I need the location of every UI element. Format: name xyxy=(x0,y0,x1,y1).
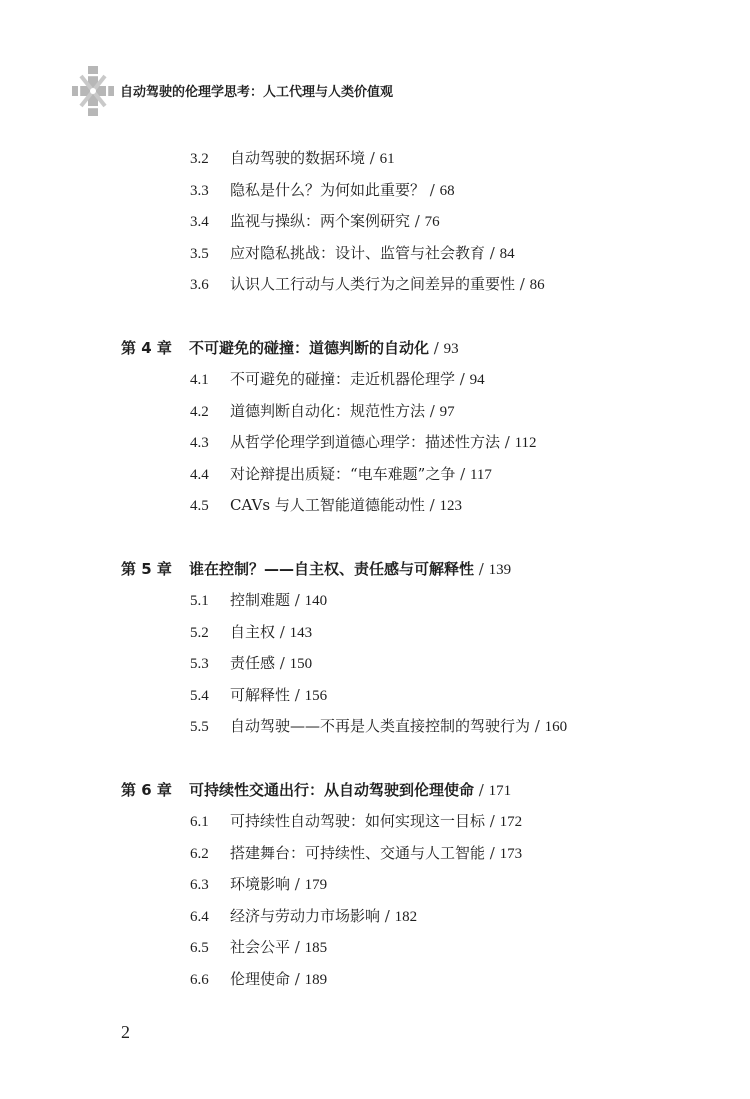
chapter-number: 第 6 章 xyxy=(121,780,172,799)
toc-section-entry xyxy=(190,175,455,206)
page-separator: / xyxy=(275,622,290,641)
page-separator: / xyxy=(455,370,470,388)
page-reference: 68 xyxy=(439,182,455,199)
page-reference: 185 xyxy=(304,940,328,956)
chapter-title: 不可避免的碰撞：道德判断的自动化 xyxy=(189,338,430,357)
section-number: 5.1 xyxy=(190,593,209,609)
toc-section-entry xyxy=(190,427,537,458)
section-number: 3.4 xyxy=(190,214,209,230)
section-title: CAVs 与人工智能道德能动性 xyxy=(230,496,425,514)
section-number: 6.5 xyxy=(190,940,209,956)
toc-section-entry xyxy=(190,364,485,395)
section-title: 可持续性自动驾驶：如何实现这一目标 xyxy=(230,812,486,830)
section-number: 6.3 xyxy=(190,877,209,893)
page-separator: / xyxy=(485,812,500,830)
toc-section-entry xyxy=(190,869,327,900)
page-separator: / xyxy=(290,875,305,893)
page-reference: 143 xyxy=(289,624,313,641)
page-separator: / xyxy=(380,906,395,925)
section-title: 环境影响 xyxy=(230,875,291,893)
page-reference: 93 xyxy=(443,340,459,357)
section-number: 3.6 xyxy=(190,277,209,293)
page-reference: 150 xyxy=(289,656,313,672)
toc-section-entry xyxy=(190,680,327,711)
section-title: 隐私是什么？为何如此重要？ xyxy=(230,180,426,199)
section-title: 监视与操纵：两个案例研究 xyxy=(230,212,411,230)
toc-section-entry xyxy=(190,932,327,963)
page-reference: 86 xyxy=(529,277,545,293)
section-title: 自动驾驶的数据环境 xyxy=(230,149,366,167)
page-reference: 94 xyxy=(469,372,485,388)
running-title: 自动驾驶的伦理学思考：人工代理与人类价值观 xyxy=(120,85,394,100)
toc-section-entry xyxy=(190,238,515,269)
page-reference: 173 xyxy=(499,845,523,862)
page-reference: 123 xyxy=(439,498,462,514)
toc-section-entry xyxy=(190,269,545,300)
page-separator: / xyxy=(424,496,440,514)
page-reference: 139 xyxy=(488,561,512,578)
toc-section-entry xyxy=(190,617,312,648)
section-number: 4.3 xyxy=(190,435,209,451)
page-separator: / xyxy=(290,969,305,988)
section-number: 4.5 xyxy=(190,498,209,514)
section-title: 控制难题 xyxy=(230,591,291,609)
page-reference: 172 xyxy=(499,814,523,830)
section-title: 社会公平 xyxy=(230,938,291,956)
page-reference: 160 xyxy=(544,719,568,735)
page-separator: / xyxy=(290,685,305,704)
running-header xyxy=(72,66,672,116)
section-title: 道德判断自动化：规范性方法 xyxy=(230,401,426,420)
section-number: 5.5 xyxy=(190,719,209,735)
toc-section-entry xyxy=(190,806,522,837)
page-reference: 76 xyxy=(424,214,440,230)
page-reference: 179 xyxy=(304,877,328,893)
toc-section-entry xyxy=(190,459,492,490)
page-reference: 117 xyxy=(469,466,492,483)
section-title: 应对隐私挑战：设计、监管与社会教育 xyxy=(230,243,486,262)
section-number: 4.4 xyxy=(190,466,209,483)
toc-section-entry xyxy=(190,711,567,742)
section-title: 经济与劳动力市场影响 xyxy=(230,906,381,925)
section-number: 4.1 xyxy=(190,372,209,388)
page-reference: 189 xyxy=(304,971,328,988)
page-separator: / xyxy=(425,180,440,199)
section-title: 自动驾驶——不再是人类直接控制的驾驶行为 xyxy=(230,717,531,735)
book-logo-icon xyxy=(72,66,114,116)
section-number: 3.3 xyxy=(190,182,209,199)
section-title: 从哲学伦理学到道德心理学：描述性方法 xyxy=(230,433,501,451)
section-number: 3.5 xyxy=(190,245,209,262)
section-number: 6.4 xyxy=(190,908,209,925)
section-number: 4.2 xyxy=(190,403,209,420)
toc-section-entry xyxy=(190,648,312,679)
section-title: 伦理使命 xyxy=(230,969,291,988)
page-reference: 61 xyxy=(379,151,395,167)
page-separator: / xyxy=(365,149,380,167)
page-separator: / xyxy=(500,433,515,451)
section-number: 6.1 xyxy=(190,814,209,830)
page-separator: / xyxy=(290,938,305,956)
toc-section-entry xyxy=(190,396,455,427)
toc-section-entry xyxy=(190,838,522,869)
chapter-title: 可持续性交通出行：从自动驾驶到伦理使命 xyxy=(189,780,475,799)
page-separator: / xyxy=(275,654,290,672)
page-reference: 112 xyxy=(514,435,537,451)
page-reference: 140 xyxy=(304,593,328,609)
toc-section-entry xyxy=(190,490,462,521)
section-title: 责任感 xyxy=(230,654,276,672)
chapter-number: 第 5 章 xyxy=(121,559,172,578)
section-number: 5.4 xyxy=(190,687,209,704)
page-reference: 97 xyxy=(439,403,455,420)
section-number: 3.2 xyxy=(190,151,209,167)
section-title: 可解释性 xyxy=(230,685,291,704)
page-separator: / xyxy=(290,591,305,609)
toc-chapter-entry xyxy=(121,775,511,806)
section-number: 6.6 xyxy=(190,971,209,988)
page-reference: 84 xyxy=(499,245,515,262)
page-separator: / xyxy=(485,843,500,862)
page-separator: / xyxy=(425,401,440,420)
page-separator: / xyxy=(474,559,489,578)
chapter-title: 谁在控制？——自主权、责任感与可解释性 xyxy=(189,559,475,578)
section-number: 5.2 xyxy=(190,624,209,641)
page-reference: 182 xyxy=(394,908,418,925)
section-title: 搭建舞台：可持续性、交通与人工智能 xyxy=(230,843,486,862)
toc-section-entry xyxy=(190,901,417,932)
chapter-number: 第 4 章 xyxy=(121,338,172,357)
section-number: 6.2 xyxy=(190,845,209,862)
page-reference: 171 xyxy=(488,782,512,799)
toc-section-entry xyxy=(190,143,395,174)
toc-chapter-entry xyxy=(121,554,511,585)
page-separator: / xyxy=(515,275,530,293)
page-number: 2 xyxy=(121,1022,130,1042)
page-separator: / xyxy=(474,780,489,799)
section-title: 对论辩提出质疑：“电车难题”之争 xyxy=(230,464,456,483)
page-reference: 156 xyxy=(304,687,328,704)
toc-section-entry xyxy=(190,206,440,237)
page-separator: / xyxy=(530,717,545,735)
section-title: 自主权 xyxy=(230,622,276,641)
toc-section-entry xyxy=(190,964,327,995)
toc-section-entry xyxy=(190,585,327,616)
page-separator: / xyxy=(455,464,470,483)
page-separator: / xyxy=(429,338,444,357)
section-title: 认识人工行动与人类行为之间差异的重要性 xyxy=(230,275,516,293)
toc-chapter-entry xyxy=(121,333,459,364)
section-number: 5.3 xyxy=(190,656,209,672)
page-separator: / xyxy=(410,212,425,230)
section-title: 不可避免的碰撞：走近机器伦理学 xyxy=(230,370,456,388)
page-separator: / xyxy=(485,243,500,262)
